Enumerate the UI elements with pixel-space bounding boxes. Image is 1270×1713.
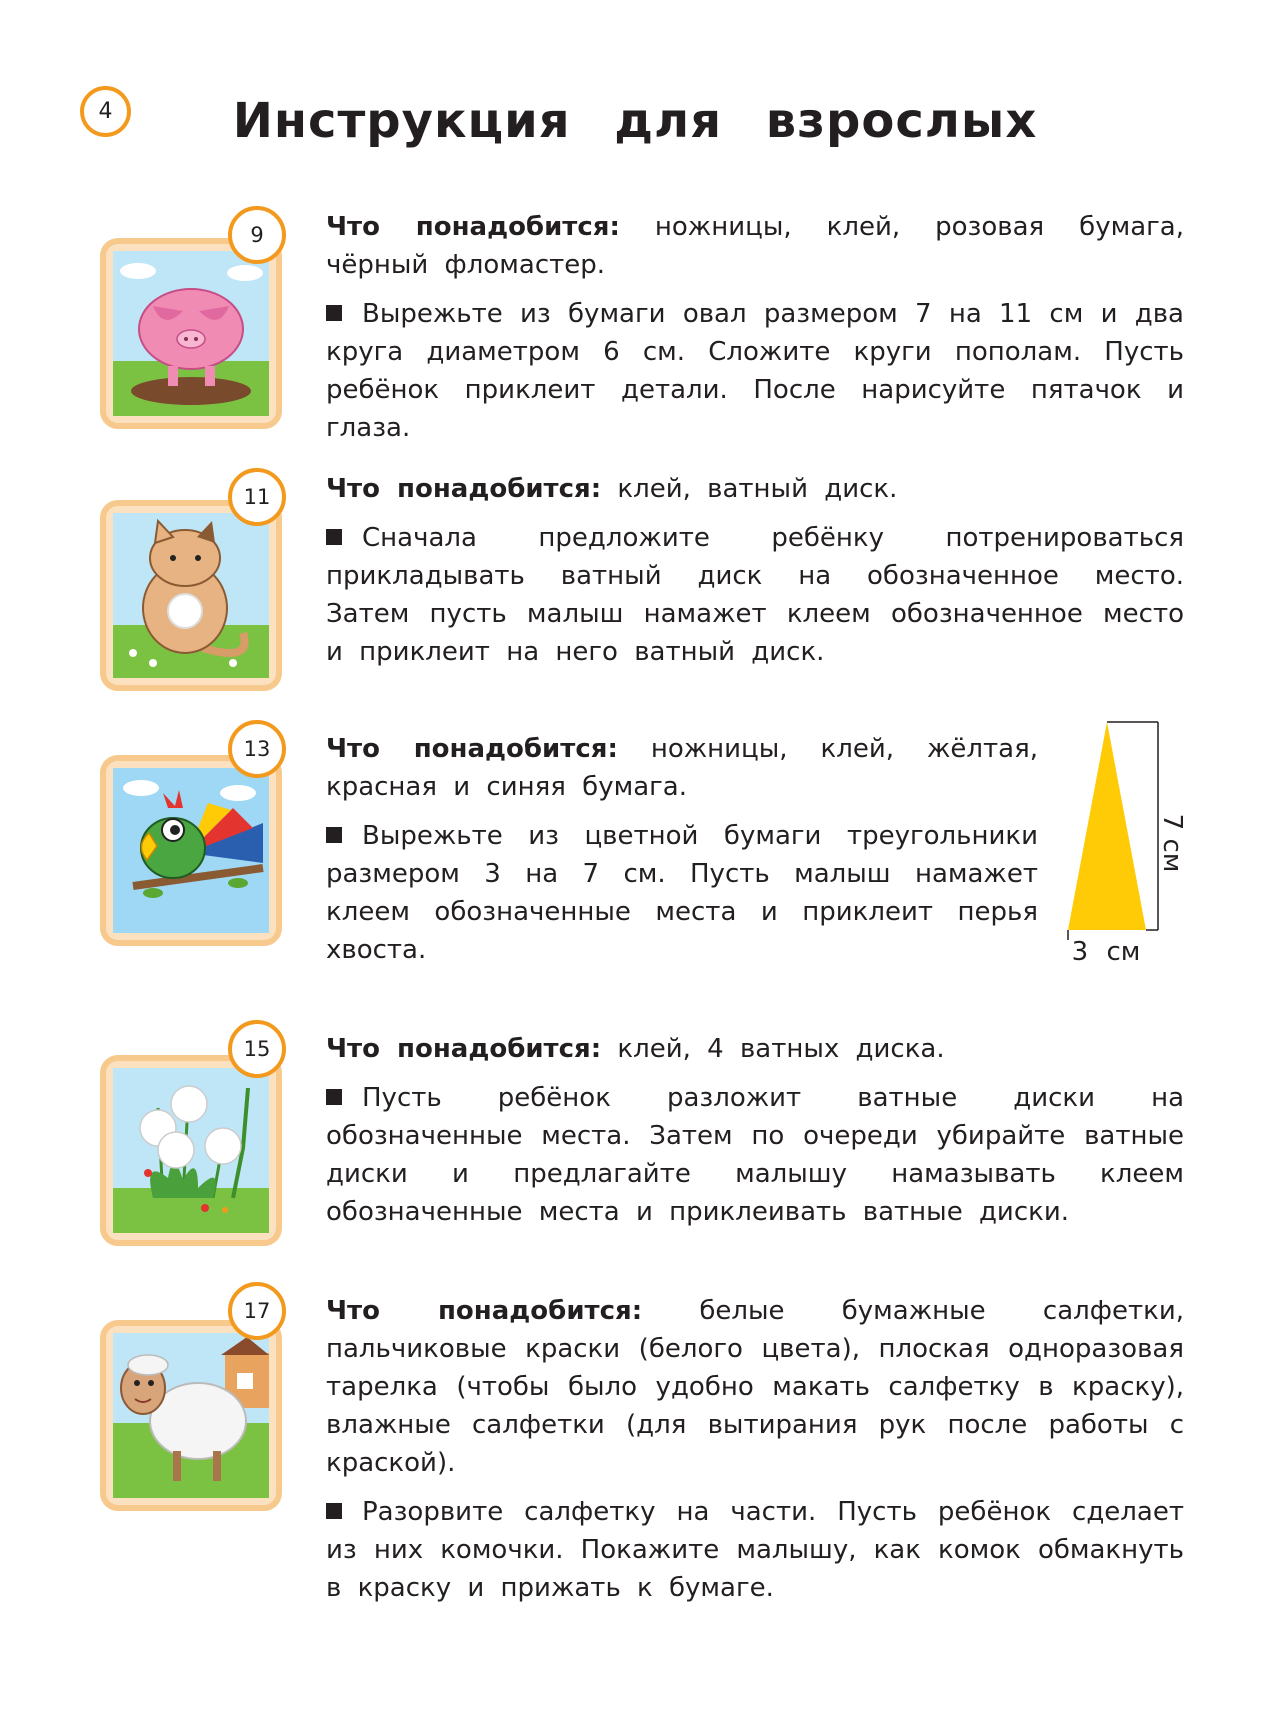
- instruction-paragraph: [326, 1493, 1184, 1607]
- bullet-square-icon: [326, 827, 342, 843]
- needs-text: ножницы, клей, жёлтая, красная и синяя бумага.: [326, 734, 1039, 802]
- base-label: 3 см: [1071, 937, 1141, 967]
- instruction-paragraph: [326, 519, 1184, 671]
- bullet-square-icon: [326, 529, 342, 545]
- page-title: Инструкция для взрослых: [232, 93, 1038, 149]
- height-label: 7 см: [1157, 813, 1187, 873]
- needs-label: Что понадобится:: [326, 1034, 602, 1064]
- entry-text-dandelion: [326, 1030, 1184, 1242]
- needs-text: клей, ватный диск.: [601, 474, 898, 504]
- entry-text-pig: [326, 208, 1184, 458]
- cat-craft-illustration: [100, 500, 282, 691]
- dandelion-craft-illustration: [100, 1055, 282, 1246]
- needs-paragraph: [326, 470, 1184, 508]
- page-ref-badge: 9: [228, 206, 286, 264]
- page-ref-badge: 13: [228, 720, 286, 778]
- bullet-square-icon: [326, 1089, 342, 1105]
- needs-label: Что понадобится:: [326, 734, 618, 764]
- instruction-text: Вырежьте из бумаги овал размером 7 на 11 см и два круга диаметром 6 см. Сложите круги пополам. Пусть ребёнок приклеит детали. После нарисуйте пятачок и глаза.: [326, 299, 1184, 443]
- instruction-text: Разорвите салфетку на части. Пусть ребёнок сделает из них комочки. Покажите малышу, как комок обмакнуть в краску и прижать к бумаге.: [326, 1497, 1184, 1603]
- needs-label: Что понадобится:: [326, 212, 620, 242]
- page-ref-badge: 17: [228, 1282, 286, 1340]
- bullet-square-icon: [326, 1503, 342, 1519]
- needs-text: клей, 4 ватных диска.: [601, 1034, 945, 1064]
- bullet-square-icon: [326, 305, 342, 321]
- instruction-text: Сначала предложите ребёнку потренироваться прикладывать ватный диск на обозначенное место. Затем пусть малыш намажет клеем обозначенное место и приклеит на него ватный диск.: [326, 523, 1184, 667]
- triangle-diagram-svg: [1060, 718, 1187, 968]
- needs-text: ножницы, клей, розовая бумага, чёрный фломастер.: [326, 212, 1184, 280]
- needs-label: Что понадобится:: [326, 1296, 643, 1326]
- page-ref-badge: 11: [228, 468, 286, 526]
- triangle-shape: [1068, 722, 1146, 930]
- needs-label: Что понадобится:: [326, 474, 602, 504]
- parrot-craft-illustration: [100, 755, 282, 946]
- page-number: 4: [80, 86, 131, 137]
- page-ref-badge: 15: [228, 1020, 286, 1078]
- needs-paragraph: [326, 1030, 1184, 1068]
- instruction-text: Пусть ребёнок разложит ватные диски на обозначенные места. Затем по очереди убирайте ватные диски и предлагайте малышу намазывать клеем обозначенные места и приклеивать ватные диски.: [326, 1083, 1184, 1227]
- sheep-craft-illustration: [100, 1320, 282, 1511]
- entry-text-sheep: [326, 1292, 1184, 1618]
- needs-paragraph: [326, 1292, 1184, 1482]
- instruction-text: Вырежьте из цветной бумаги треугольники размером 3 на 7 см. Пусть малыш намажет клеем обозначенные места и приклеит перья хвоста.: [326, 821, 1038, 965]
- instruction-paragraph: [326, 295, 1184, 447]
- needs-paragraph: [326, 730, 1038, 806]
- needs-paragraph: [326, 208, 1184, 284]
- instruction-paragraph: [326, 817, 1038, 969]
- entry-text-parrot: [326, 730, 1038, 980]
- entry-text-cat: [326, 470, 1184, 682]
- triangle-diagram: [1060, 718, 1187, 968]
- instruction-paragraph: [326, 1079, 1184, 1231]
- pig-craft-illustration: [100, 238, 282, 429]
- needs-text: белые бумажные салфетки, пальчиковые краски (белого цвета), плоская одноразовая тарелка (чтобы было удобно макать салфетку в краску), влажные салфетки (для вытирания рук после работы с краской).: [326, 1296, 1184, 1478]
